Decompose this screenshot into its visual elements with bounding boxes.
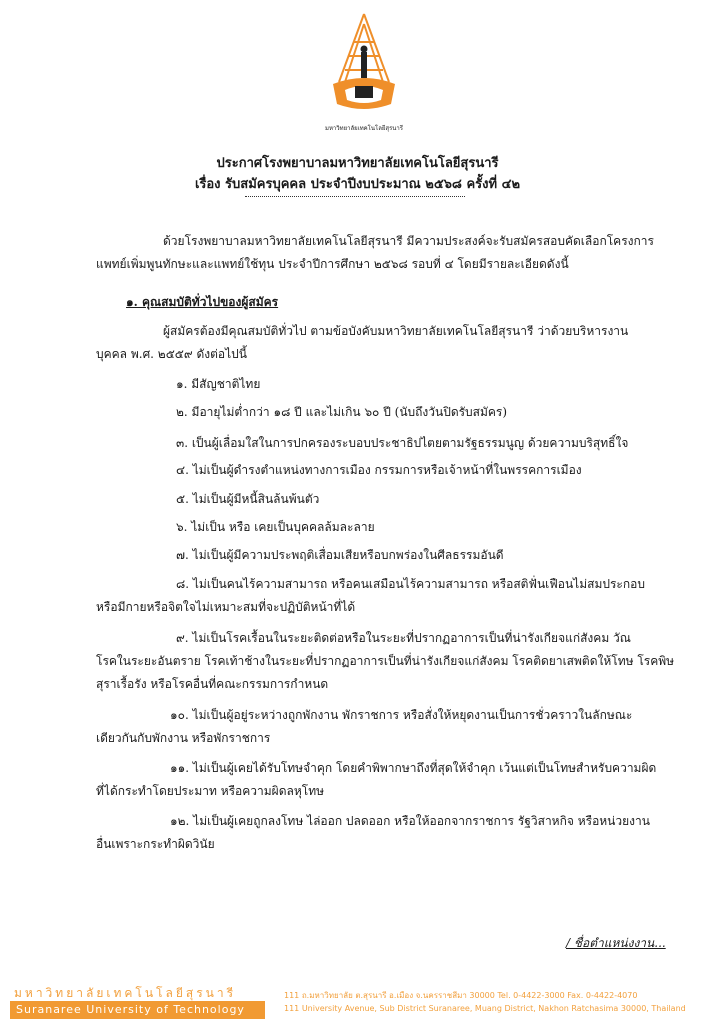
continued-marker: / ชื่อตำแหน่งงาน...	[566, 936, 666, 950]
list-item-cont: เดียวกันกับพักงาน หรือพักราชการ	[96, 731, 271, 745]
footer-address-english: 111 University Avenue, Sub District Suranaree, Muang District, Nakhon Ratchasima 30000, Thailand	[284, 1004, 686, 1013]
list-item: ๖. ไม่เป็น หรือ เคยเป็นบุคคลล้มละลาย	[176, 520, 375, 534]
section-intro-line-2: บุคคล พ.ศ. ๒๕๕๙ ดังต่อไปนี้	[96, 347, 247, 361]
footer-university-thai: มหาวิทยาลัยเทคโนโลยีสุรนารี	[14, 986, 237, 1000]
list-item-cont: ที่ได้กระทำโดยประมาท หรือความผิดลหุโทษ	[96, 784, 325, 798]
list-item: ๑๐. ไม่เป็นผู้อยู่ระหว่างถูกพักงาน พักราชการ หรือสั่งให้หยุดงานเป็นการชั่วคราวในลักษณะ	[170, 708, 633, 722]
list-item-cont: อื่นเพราะกระทำผิดวินัย	[96, 837, 215, 851]
list-item: ๒. มีอายุไม่ต่ำกว่า ๑๘ ปี และไม่เกิน ๖๐ ปี (นับถึงวันปิดรับสมัคร)	[176, 405, 508, 419]
list-item: ๗. ไม่เป็นผู้มีความประพฤติเสื่อมเสียหรือบกพร่องในศีลธรรมอันดี	[176, 548, 504, 562]
list-item: ๙. ไม่เป็นโรคเรื้อนในระยะติดต่อหรือในระยะที่ปรากฏอาการเป็นที่น่ารังเกียจแก่สังคม วัณ	[176, 631, 631, 645]
section-intro-line-1: ผู้สมัครต้องมีคุณสมบัติทั่วไป ตามข้อบังคับมหาวิทยาลัยเทคโนโลยีสุรนารี ว่าด้วยบริหารงาน	[163, 324, 629, 338]
announcement-title: ประกาศโรงพยาบาลมหาวิทยาลัยเทคโนโลยีสุรนารี	[216, 156, 499, 171]
title-divider	[245, 196, 465, 197]
list-item: ๓. เป็นผู้เลื่อมใสในการปกครองระบอบประชาธิปไตยตามรัฐธรรมนูญ ด้วยความบริสุทธิ์ใจ	[176, 436, 629, 450]
logo-caption: มหาวิทยาลัยเทคโนโลยีสุรนารี	[325, 125, 403, 132]
list-item-cont: สุราเรื้อรัง หรือโรคอื่นที่คณะกรรมการกำหนด	[96, 677, 329, 691]
list-item: ๘. ไม่เป็นคนไร้ความสามารถ หรือคนเสมือนไร้ความสามารถ หรือสติฟั่นเฟือนไม่สมประกอบ	[176, 577, 645, 591]
intro-line-2: แพทย์เพิ่มพูนทักษะและแพทย์ใช้ทุน ประจำปีการศึกษา ๒๕๖๘ รอบที่ ๔ โดยมีรายละเอียดดังนี้	[96, 257, 569, 271]
list-item: ๑๑. ไม่เป็นผู้เคยได้รับโทษจำคุก โดยคำพิพากษาถึงที่สุดให้จำคุก เว้นแต่เป็นโทษสำหรับความผิด	[170, 761, 657, 775]
list-item: ๔. ไม่เป็นผู้ดำรงตำแหน่งทางการเมือง กรรมการหรือเจ้าหน้าที่ในพรรคการเมือง	[176, 463, 582, 477]
list-item: ๑. มีสัญชาติไทย	[176, 377, 261, 391]
list-item: ๕. ไม่เป็นผู้มีหนี้สินล้นพ้นตัว	[176, 492, 320, 506]
list-item-cont: โรคในระยะอันตราย โรคเท้าช้างในระยะที่ปรากฏอาการเป็นที่น่ารังเกียจแก่สังคม โรคติดยาเสพติดให้โทษ โรคพิษ	[96, 654, 675, 668]
section-title: ๑. คุณสมบัติทั่วไปของผู้สมัคร	[126, 295, 279, 309]
announcement-subject: เรื่อง รับสมัครบุคคล ประจำปีงบประมาณ ๒๕๖๘ ครั้งที่ ๔๒	[194, 177, 521, 192]
intro-line-1: ด้วยโรงพยาบาลมหาวิทยาลัยเทคโนโลยีสุรนารี มีความประสงค์จะรับสมัครสอบคัดเลือกโครงการ	[163, 234, 654, 248]
list-item: ๑๒. ไม่เป็นผู้เคยถูกลงโทษ ไล่ออก ปลดออก หรือให้ออกจากราชการ รัฐวิสาหกิจ หรือหน่วยงาน	[170, 814, 650, 828]
footer-address-thai: 111 ถ.มหาวิทยาลัย ต.สุรนารี อ.เมือง จ.นครราชสีมา 30000 Tel. 0-4422-3000 Fax. 0-4422-4070	[284, 991, 638, 1000]
university-logo	[325, 12, 403, 140]
list-item-cont: หรือมีกายหรือจิตใจไม่เหมาะสมที่จะปฏิบัติหน้าที่ได้	[96, 600, 356, 614]
footer-university-english: Suranaree University of Technology	[10, 1001, 265, 1019]
